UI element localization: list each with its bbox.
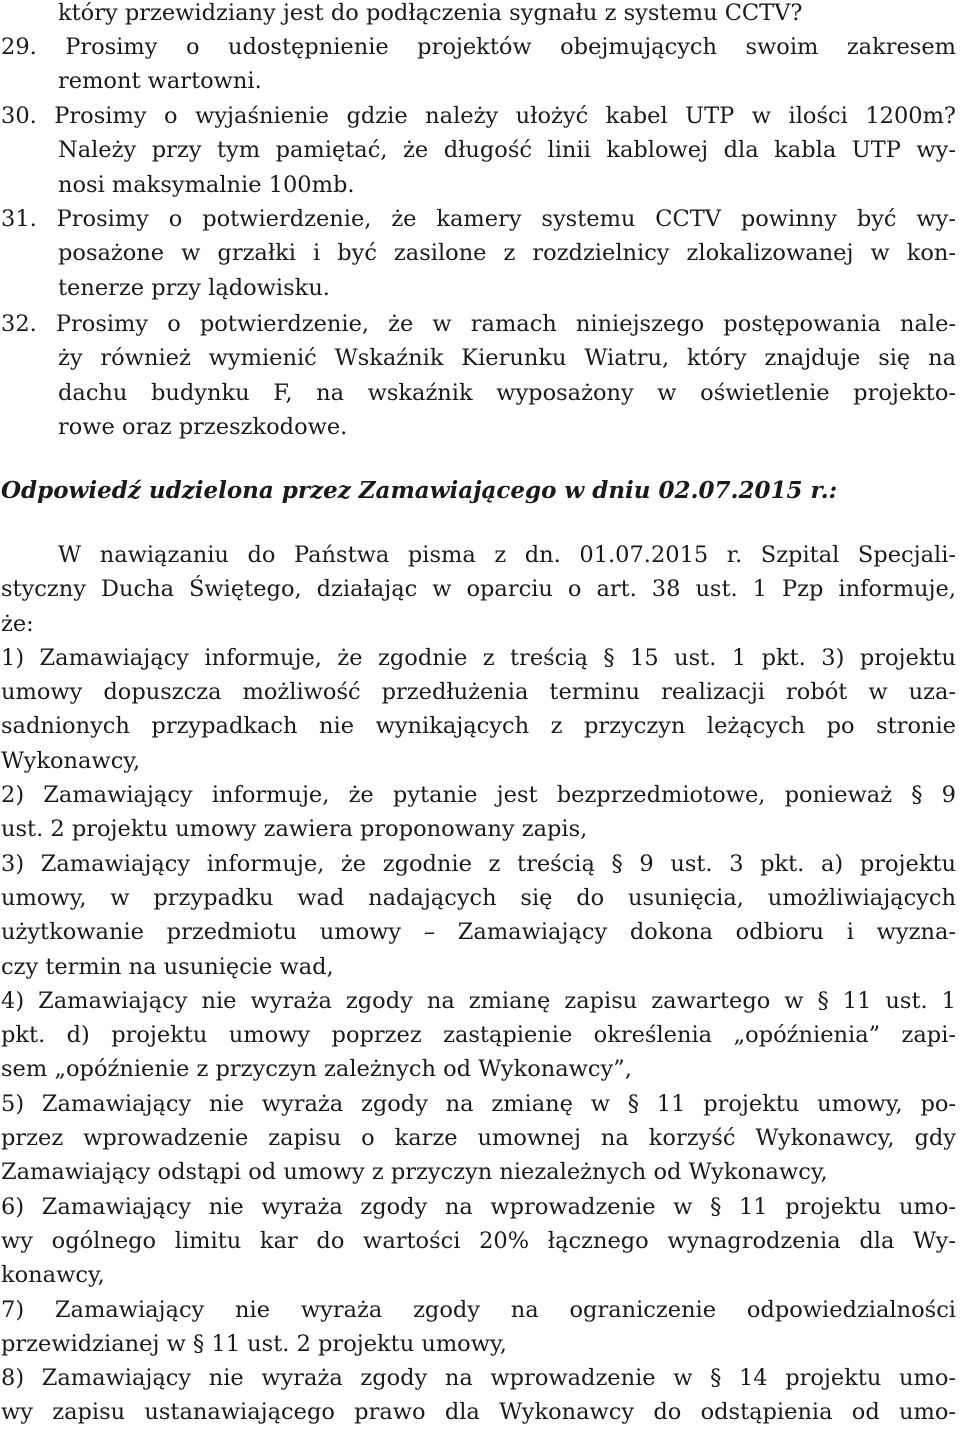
answer-line: umowy dopuszcza możliwość przedłużenia terminu realizacji robót w uza-	[1, 679, 956, 706]
continuation-line: który przewidziany jest do podłączenia sygnału z systemu CCTV?	[58, 0, 803, 26]
answer-line: konawcy,	[1, 1262, 105, 1289]
answer-heading-block	[1, 474, 956, 508]
answer-line: styczny Ducha Świętego, działając w oparciu o art. 38 ust. 1 Pzp informuje,	[1, 576, 956, 603]
answer-line: 6) Zamawiający nie wyraża zgody na wprowadzenie w § 11 projektu umo-	[1, 1193, 956, 1220]
answer-line: sem „opóźnienie z przyczyn zależnych od Wykonawcy”,	[1, 1056, 632, 1083]
question-line: nosi maksymalnie 100mb.	[58, 171, 355, 198]
question-line: remont wartowni.	[58, 68, 262, 95]
answer-line: 8) Zamawiający nie wyraża zgody na wprowadzenie w § 14 projektu umo-	[1, 1365, 956, 1392]
question-line: rowe oraz przeszkodowe.	[58, 413, 348, 440]
question-line: tenerze przy lądowisku.	[58, 274, 330, 301]
answer-line: pkt. d) projektu umowy poprzez zastąpienie określenia „opóźnienia” zapi-	[1, 1022, 956, 1049]
answer-line: 5) Zamawiający nie wyraża zgody na zmianę w § 11 projektu umowy, po-	[1, 1090, 956, 1117]
question-29	[1, 30, 956, 99]
answer-line: 7) Zamawiający nie wyraża zgody na ograniczenie odpowiedzialności	[1, 1296, 956, 1323]
answer-line: Wykonawcy,	[1, 747, 141, 774]
question-31	[1, 202, 956, 305]
answer-line: przewidzianej w § 11 ust. 2 projektu umowy,	[1, 1330, 507, 1357]
question-line: 29. Prosimy o udostępnienie projektów obejmujących swoim zakresem	[1, 34, 956, 60]
answer-line: przez wprowadzenie zapisu o karze umownej na korzyść Wykonawcy, gdy	[1, 1125, 956, 1152]
answer-heading: Odpowiedź udzielona przez Zamawiającego w dniu 02.07.2015 r.:	[1, 477, 838, 504]
question-line: Należy przy tym pamiętać, że długość linii kablowej dla kabla UTP wy-	[58, 137, 956, 164]
answer-line: czy termin na usunięcie wad,	[1, 953, 334, 980]
answer-line: ust. 2 projektu umowy zawiera proponowany zapis,	[1, 816, 588, 843]
answer-line: 4) Zamawiający nie wyraża zgody na zmianę zapisu zawartego w § 11 ust. 1	[1, 987, 956, 1014]
answer-line: 3) Zamawiający informuje, że zgodnie z treścią § 9 ust. 3 pkt. a) projektu	[1, 850, 956, 877]
question-line: 31. Prosimy o potwierdzenie, że kamery systemu CCTV powinny być wy-	[1, 206, 956, 232]
question-line: posażone w grzałki i być zasilone z rozdzielnicy zlokalizowanej w kon-	[58, 240, 956, 267]
question-30	[1, 99, 956, 202]
continuation-block	[1, 0, 956, 30]
answer-line: 2) Zamawiający informuje, że pytanie jest bezprzedmiotowe, ponieważ § 9	[1, 782, 956, 809]
answer-line: wy zapisu ustanawiającego prawo dla Wykonawcy do odstąpienia od umo-	[1, 1399, 956, 1426]
answer-line: W nawiązaniu do Państwa pisma z dn. 01.07.2015 r. Szpital Specjali-	[58, 542, 956, 568]
answer-line: sadnionych przypadkach nie wynikających z przyczyn leżących po stronie	[1, 713, 956, 740]
question-line: dachu budynku F, na wskaźnik wyposażony w oświetlenie projekto-	[58, 379, 956, 406]
answer-line: że:	[1, 610, 34, 637]
answer-line: 1) Zamawiający informuje, że zgodnie z treścią § 15 ust. 1 pkt. 3) projektu	[1, 644, 956, 671]
answer-line: użytkowanie przedmiotu umowy – Zamawiający dokona odbioru i wyzna-	[1, 919, 956, 946]
answer-line: wy ogólnego limitu kar do wartości 20% łącznego wynagrodzenia dla Wy-	[1, 1227, 956, 1254]
answer-body	[1, 538, 956, 1430]
question-line: 32. Prosimy o potwierdzenie, że w ramach niniejszego postępowania nale-	[1, 311, 956, 337]
question-line: 30. Prosimy o wyjaśnienie gdzie należy ułożyć kabel UTP w ilości 1200m?	[1, 103, 956, 129]
answer-line: umowy, w przypadku wad nadających się do usunięcia, umożliwiających	[1, 884, 956, 911]
question-line: ży również wymienić Wskaźnik Kierunku Wiatru, który znajduje się na	[58, 345, 956, 372]
question-32	[1, 307, 956, 444]
answer-line: Zamawiający odstąpi od umowy z przyczyn niezależnych od Wykonawcy,	[1, 1159, 828, 1186]
